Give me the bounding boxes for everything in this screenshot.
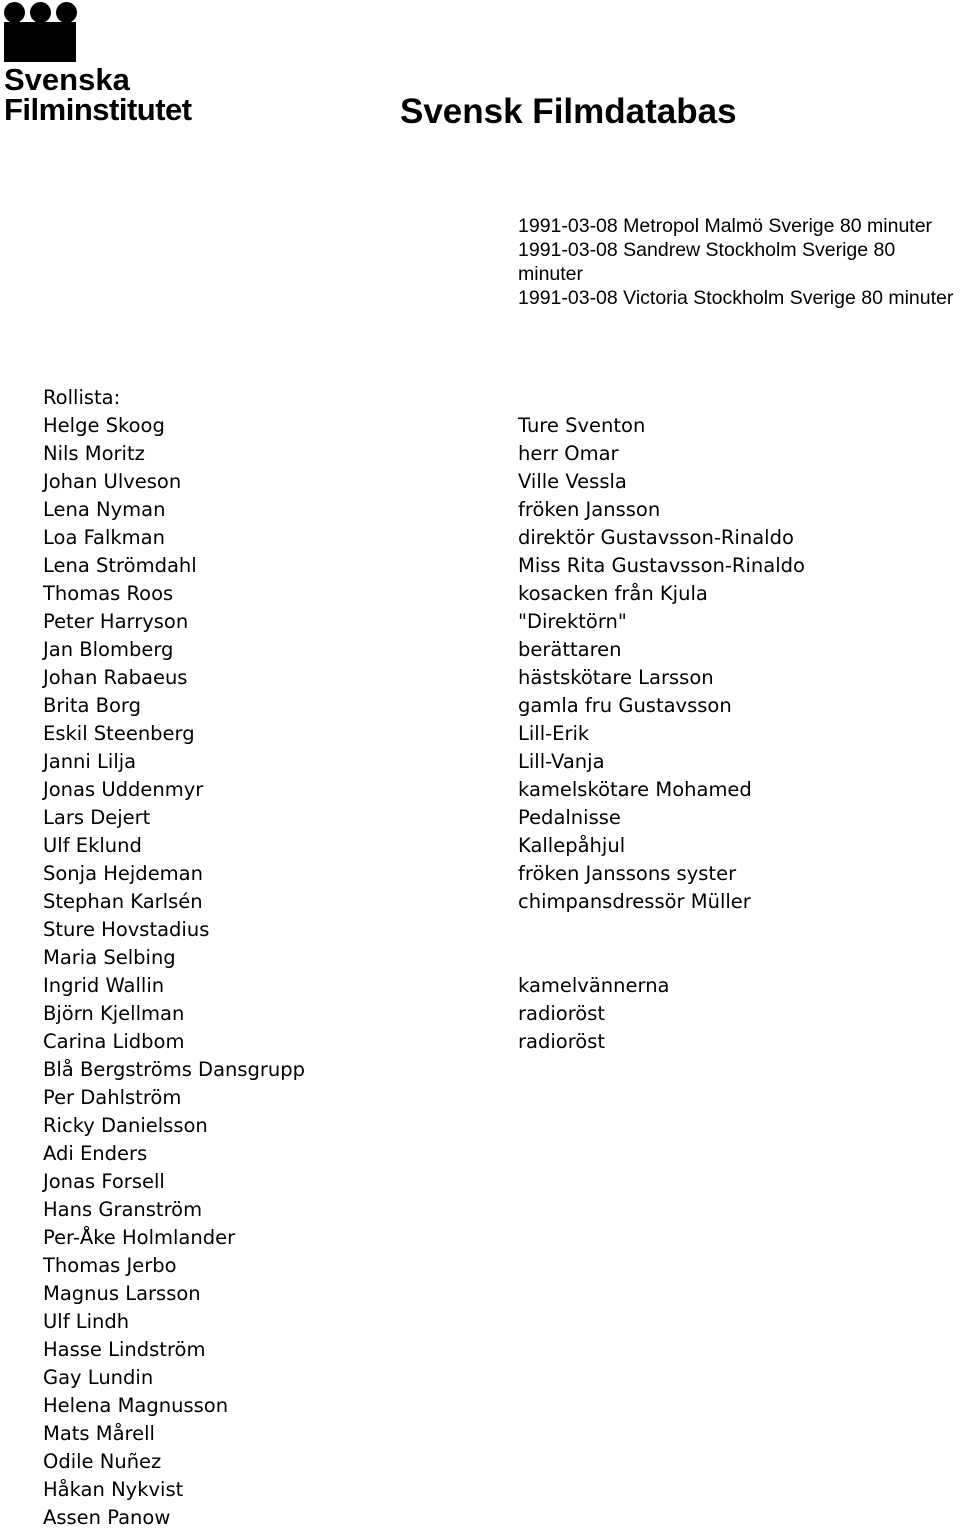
cast-row: [43, 1196, 953, 1224]
actor-name: Adi Enders: [43, 1142, 148, 1165]
cast-row: [43, 832, 953, 860]
screening-item: 1991-03-08 Sandrew Stockholm Sverige 80 minuter: [518, 239, 896, 285]
role-name: [518, 1280, 953, 1308]
role-name: hästskötare Larsson: [518, 666, 714, 689]
role-name: "Direktörn": [518, 610, 627, 633]
role-name: Miss Rita Gustavsson-Rinaldo: [518, 554, 805, 577]
page-title: Svensk Filmdatabas: [400, 92, 737, 131]
cast-row: [43, 972, 953, 1000]
cast-row: [43, 916, 953, 944]
actor-name: Magnus Larsson: [43, 1282, 201, 1305]
role-name: [518, 1140, 953, 1168]
role-name: [518, 1420, 953, 1448]
actor-name: Janni Lilja: [43, 750, 137, 773]
role-name: [518, 1448, 953, 1476]
actor-name: Sonja Hejdeman: [43, 862, 203, 885]
actor-name: Håkan Nykvist: [43, 1478, 184, 1501]
screening-item: 1991-03-08 Victoria Stockholm Sverige 80 minuter: [518, 287, 954, 309]
role-name: gamla fru Gustavsson: [518, 694, 732, 717]
cast-row: [43, 860, 953, 888]
cast-row: [43, 1392, 953, 1420]
actor-name: Peter Harryson: [43, 610, 189, 633]
cast-row: [43, 440, 953, 468]
cast-heading: Rollista:: [43, 386, 121, 409]
role-name: [518, 1364, 953, 1392]
cast-row: [43, 1336, 953, 1364]
actor-name: Thomas Jerbo: [43, 1254, 177, 1277]
actor-name: Lena Strömdahl: [43, 554, 197, 577]
cast-row: [43, 776, 953, 804]
cast-row: [43, 552, 953, 580]
actor-name: Per-Åke Holmlander: [43, 1226, 236, 1249]
role-name: [518, 916, 953, 944]
role-name: [518, 1224, 953, 1252]
actor-name: Jan Blomberg: [43, 638, 174, 661]
actor-name: Jonas Forsell: [43, 1170, 165, 1193]
actor-name: Eskil Steenberg: [43, 722, 195, 745]
role-name: Lill-Erik: [518, 722, 590, 745]
role-name: radioröst: [518, 1030, 606, 1053]
actor-name: Johan Rabaeus: [43, 666, 188, 689]
cast-row: [43, 804, 953, 832]
role-name: [518, 1392, 953, 1420]
role-name: kamelvännerna: [518, 974, 670, 997]
actor-name: Johan Ulveson: [43, 470, 182, 493]
cast-row: [43, 524, 953, 552]
role-name: Ture Sventon: [518, 414, 646, 437]
cast-row: [43, 1056, 953, 1084]
role-name: Pedalnisse: [518, 806, 621, 829]
cast-row: [43, 608, 953, 636]
cast-row: [43, 496, 953, 524]
cast-row: [43, 720, 953, 748]
role-name: direktör Gustavsson-Rinaldo: [518, 526, 794, 549]
actor-name: Ulf Eklund: [43, 834, 142, 857]
actor-name: Björn Kjellman: [43, 1002, 185, 1025]
role-name: fröken Janssons syster: [518, 862, 737, 885]
cast-row: [43, 1000, 953, 1028]
role-name: fröken Jansson: [518, 498, 661, 521]
actor-name: Hans Granström: [43, 1198, 203, 1221]
role-name: [518, 1196, 953, 1224]
role-name: [518, 1168, 953, 1196]
svenska-filminstitutet-logo: [2, 2, 212, 130]
actor-name: Brita Borg: [43, 694, 141, 717]
cast-list: [43, 412, 953, 1532]
role-name: kamelskötare Mohamed: [518, 778, 752, 801]
role-name: [518, 1056, 953, 1084]
screening-list: [518, 214, 958, 310]
cast-row: [43, 1420, 953, 1448]
cast-row: [43, 580, 953, 608]
actor-name: Nils Moritz: [43, 442, 145, 465]
actor-name: Per Dahlström: [43, 1086, 182, 1109]
cast-row: [43, 412, 953, 440]
cast-row: [43, 944, 953, 972]
role-name: [518, 944, 953, 972]
cast-row: [43, 664, 953, 692]
actor-name: Ingrid Wallin: [43, 974, 165, 997]
logo-square-icon: [4, 22, 76, 62]
role-name: [518, 1476, 953, 1504]
actor-name: Ulf Lindh: [43, 1310, 130, 1333]
cast-row: [43, 1448, 953, 1476]
role-name: [518, 1308, 953, 1336]
cast-row: [43, 1168, 953, 1196]
actor-name: Assen Panow: [43, 1506, 171, 1529]
cast-row: [43, 1112, 953, 1140]
actor-name: Stephan Karlsén: [43, 890, 203, 913]
cast-row: [43, 1308, 953, 1336]
role-name: [518, 1084, 953, 1112]
role-name: chimpansdressör Müller: [518, 890, 751, 913]
cast-row: [43, 1028, 953, 1056]
cast-row: [43, 692, 953, 720]
actor-name: Helge Skoog: [43, 414, 165, 437]
logo-text-line1: Svenska: [4, 62, 130, 97]
role-name: herr Omar: [518, 442, 619, 465]
actor-name: Blå Bergströms Dansgrupp: [43, 1058, 306, 1081]
cast-row: [43, 1224, 953, 1252]
cast-row: [43, 1252, 953, 1280]
role-name: berättaren: [518, 638, 622, 661]
cast-row: [43, 636, 953, 664]
actor-name: Sture Hovstadius: [43, 918, 210, 941]
role-name: radioröst: [518, 1002, 606, 1025]
actor-name: Loa Falkman: [43, 526, 165, 549]
actor-name: Helena Magnusson: [43, 1394, 229, 1417]
role-name: kosacken från Kjula: [518, 582, 708, 605]
cast-row: [43, 1280, 953, 1308]
cast-row: [43, 1084, 953, 1112]
cast-row: [43, 748, 953, 776]
actor-name: Hasse Lindström: [43, 1338, 206, 1361]
actor-name: Odile Nuñez: [43, 1450, 162, 1473]
role-name: Ville Vessla: [518, 470, 627, 493]
role-name: [518, 1336, 953, 1364]
actor-name: Mats Mårell: [43, 1422, 155, 1445]
cast-row: [43, 1364, 953, 1392]
cast-row: [43, 1476, 953, 1504]
cast-row: [43, 888, 953, 916]
logo-text-line2: Filminstitutet: [4, 92, 192, 127]
cast-row: [43, 468, 953, 496]
actor-name: Lars Dejert: [43, 806, 151, 829]
actor-name: Ricky Danielsson: [43, 1114, 208, 1137]
actor-name: Jonas Uddenmyr: [43, 778, 204, 801]
actor-name: Thomas Roos: [43, 582, 174, 605]
actor-name: Maria Selbing: [43, 946, 176, 969]
actor-name: Gay Lundin: [43, 1366, 154, 1389]
role-name: Lill-Vanja: [518, 750, 605, 773]
actor-name: Carina Lidbom: [43, 1030, 185, 1053]
role-name: Kallepåhjul: [518, 834, 626, 857]
role-name: [518, 1112, 953, 1140]
role-name: [518, 1252, 953, 1280]
screening-item: 1991-03-08 Metropol Malmö Sverige 80 minuter: [518, 215, 933, 237]
actor-name: Lena Nyman: [43, 498, 166, 521]
cast-row: [43, 1140, 953, 1168]
